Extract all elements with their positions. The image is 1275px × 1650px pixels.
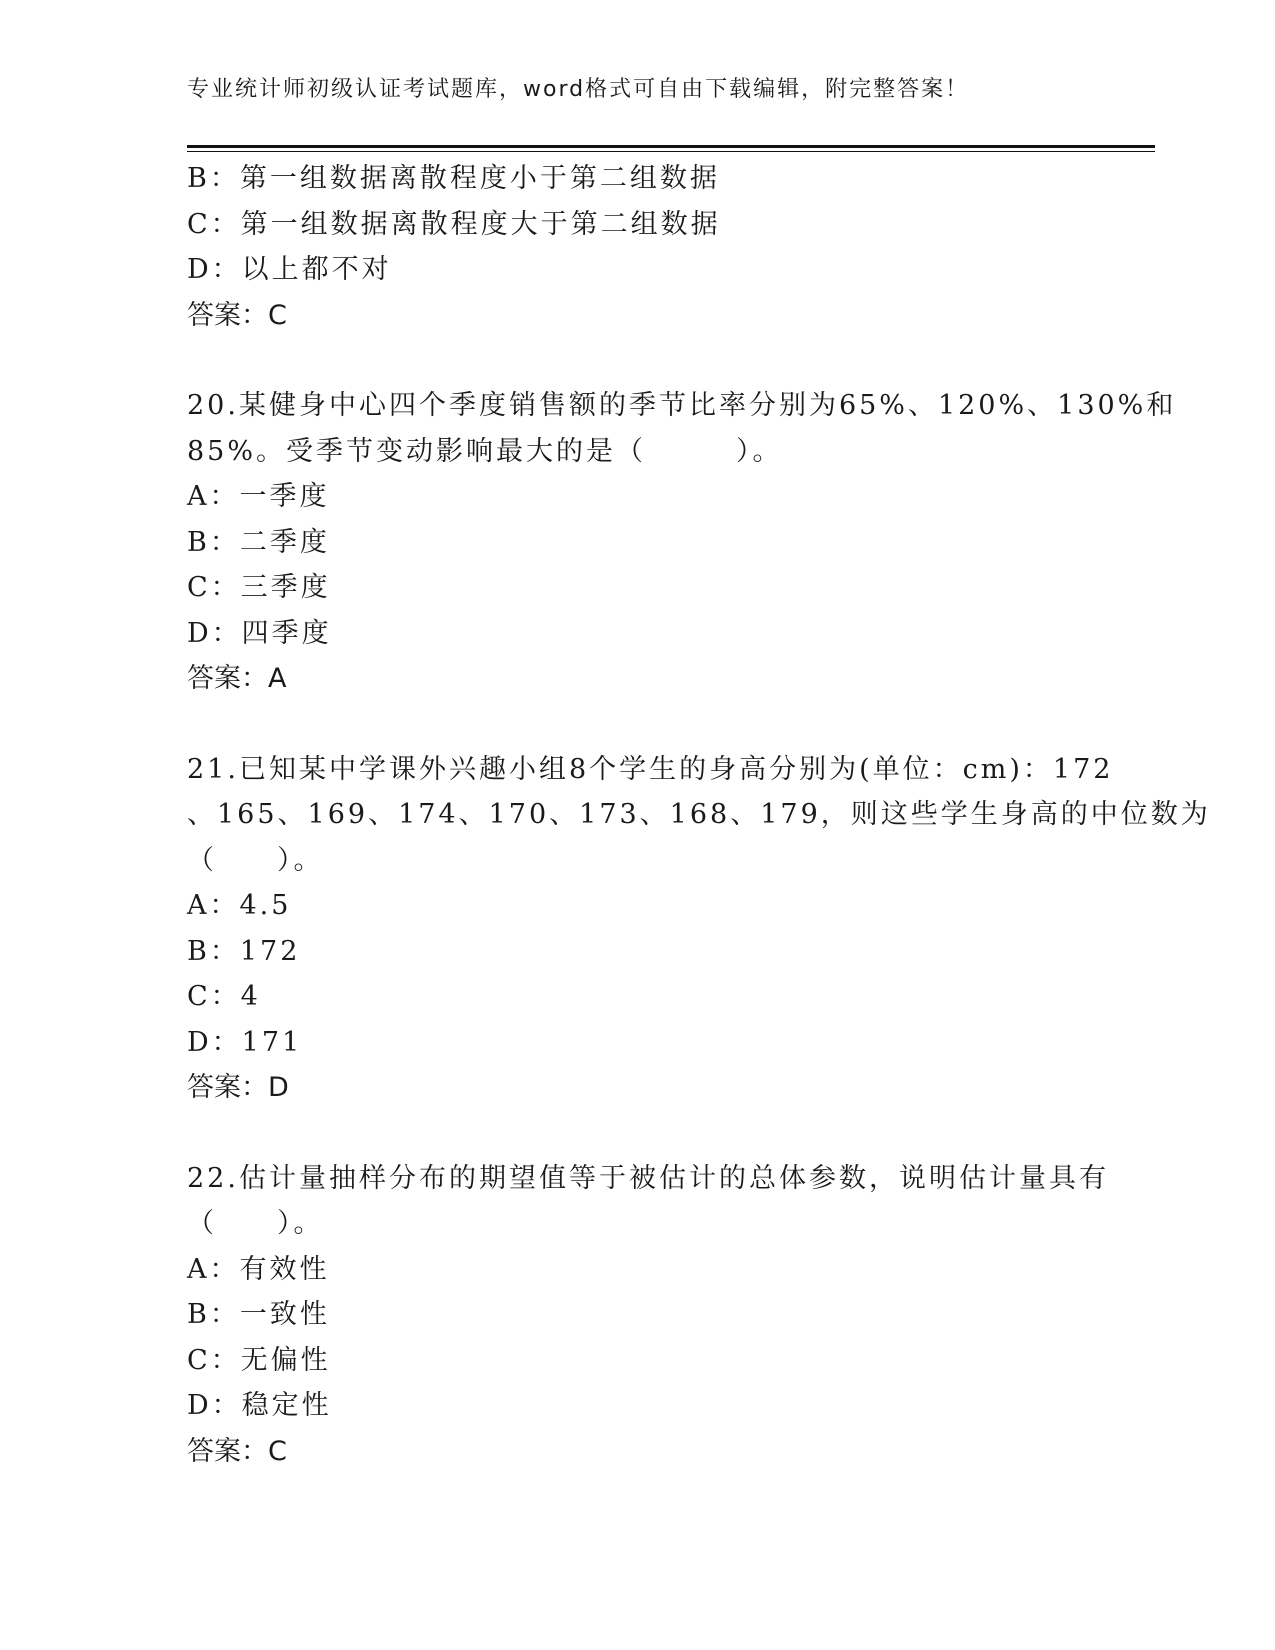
option-line: B：二季度	[187, 526, 330, 558]
option-line: D：四季度	[187, 617, 332, 649]
option-line: C：三季度	[187, 572, 331, 603]
question-stem-line: 、165、169、174、170、173、168、179，则这些学生身高的中位数为	[187, 799, 1211, 830]
option-line: A：4.5	[187, 890, 292, 921]
option-line: C：无偏性	[187, 1344, 331, 1376]
option-line: B：172	[187, 935, 301, 967]
question-stem-line: 85%。受季节变动影响最大的是（ ）。	[187, 435, 783, 467]
answer-line: 答案：C	[187, 1435, 287, 1467]
answer-line: 答案：C	[187, 299, 287, 331]
question-stem-line: 20.某健身中心四个季度销售额的季节比率分别为65%、120%、130%和	[187, 390, 1177, 421]
page-header: 专业统计师初级认证考试题库，word格式可自由下载编辑，附完整答案！	[187, 77, 970, 102]
option-line: D：以上都不对	[187, 254, 392, 285]
question-stem-line: （ ）。	[187, 1208, 324, 1239]
question-stem-line: （ ）。	[187, 844, 324, 876]
continued-question	[187, 156, 1087, 338]
option-line: C：4	[187, 981, 261, 1012]
question-stem-line: 21.已知某中学课外兴趣小组8个学生的身高分别为(单位：cm)：172	[187, 753, 1114, 785]
option-line: C：第一组数据离散程度大于第二组数据	[187, 208, 721, 240]
question-22	[187, 1156, 1109, 1475]
question-21	[187, 747, 1211, 1111]
header-rule-thick	[187, 145, 1155, 148]
option-line: D：171	[187, 1026, 303, 1058]
option-line: A：一季度	[187, 481, 330, 512]
document-body	[187, 156, 1211, 1474]
option-line: D：稳定性	[187, 1390, 332, 1421]
option-line: B：第一组数据离散程度小于第二组数据	[187, 163, 720, 194]
answer-line: 答案：A	[187, 663, 287, 694]
answer-line: 答案：D	[187, 1072, 289, 1103]
question-stem-line: 22.估计量抽样分布的期望值等于被估计的总体参数，说明估计量具有	[187, 1162, 1109, 1194]
question-20	[187, 383, 1177, 702]
option-line: B：一致性	[187, 1299, 330, 1330]
header-rule-thin	[187, 151, 1155, 152]
option-line: A：有效性	[187, 1253, 330, 1285]
